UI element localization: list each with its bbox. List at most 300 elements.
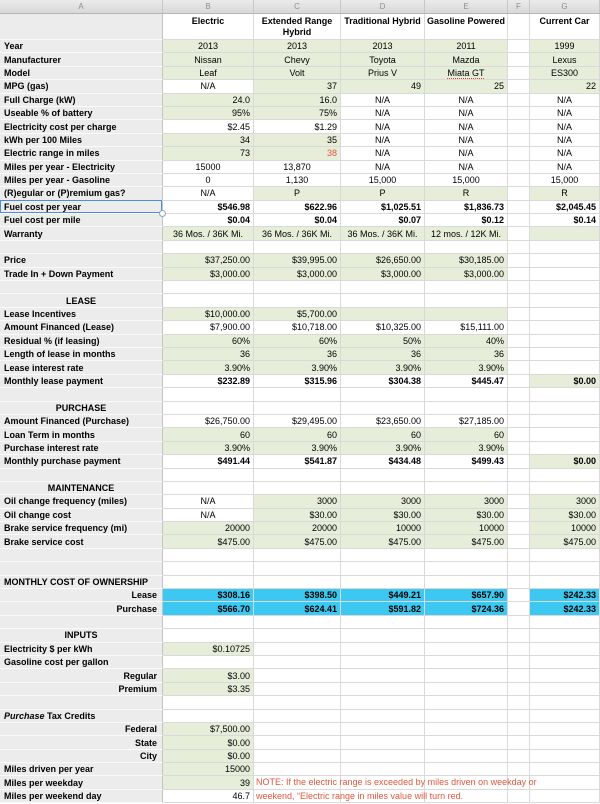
row-label-cell[interactable]: Brake service frequency (mi) (0, 522, 163, 535)
cell[interactable]: $5,700.00 (254, 308, 341, 321)
cell[interactable] (425, 750, 508, 763)
row-label-cell[interactable]: Premium (0, 683, 163, 696)
row-label-cell[interactable]: Year (0, 40, 163, 53)
row-label-cell[interactable] (0, 562, 163, 575)
cell[interactable] (341, 723, 425, 736)
cell[interactable]: $315.96 (254, 375, 341, 388)
cell[interactable]: 15000 (163, 161, 254, 174)
cell[interactable]: 10000 (530, 522, 600, 535)
cell[interactable]: Volt (254, 67, 341, 80)
row-label-cell[interactable]: Monthly lease payment (0, 375, 163, 388)
cell[interactable]: 73 (163, 147, 254, 160)
cell[interactable] (341, 388, 425, 401)
cell[interactable] (425, 562, 508, 575)
cell[interactable]: 36 Mos. / 36K Mi. (163, 227, 254, 240)
cell[interactable]: $1,836.73 (425, 201, 508, 214)
cell[interactable] (508, 94, 530, 107)
cell[interactable] (530, 723, 600, 736)
cell[interactable] (530, 629, 600, 642)
cell[interactable]: $434.48 (341, 455, 425, 468)
cell[interactable]: $0.14 (530, 214, 600, 227)
cell[interactable] (508, 549, 530, 562)
cell-title-G[interactable]: Current Car (530, 14, 600, 40)
row-label-cell[interactable]: LEASE (0, 294, 163, 307)
cell[interactable]: 60 (341, 428, 425, 441)
cell[interactable]: $591.82 (341, 602, 425, 615)
cell[interactable]: $491.44 (163, 455, 254, 468)
cell[interactable] (530, 683, 600, 696)
cell[interactable] (254, 736, 341, 749)
cell[interactable]: $242.33 (530, 602, 600, 615)
cell[interactable]: 15,000 (530, 174, 600, 187)
cell[interactable]: $3,000.00 (341, 268, 425, 281)
cell[interactable] (530, 308, 600, 321)
cell[interactable]: Mazda (425, 53, 508, 66)
cell[interactable] (508, 522, 530, 535)
cell[interactable] (508, 161, 530, 174)
cell[interactable] (254, 402, 341, 415)
cell[interactable] (163, 388, 254, 401)
cell[interactable]: $0.00 (530, 375, 600, 388)
cell[interactable] (508, 736, 530, 749)
cell[interactable] (508, 616, 530, 629)
cell[interactable]: 22 (530, 80, 600, 93)
cell[interactable] (530, 415, 600, 428)
row-label-cell[interactable]: MPG (gas) (0, 80, 163, 93)
cell-title-E[interactable]: Gasoline Powered (425, 14, 508, 40)
cell[interactable] (530, 254, 600, 267)
cell[interactable]: 39 (163, 776, 254, 789)
cell[interactable]: $30.00 (425, 509, 508, 522)
cell[interactable]: N/A (341, 94, 425, 107)
row-label-cell[interactable]: Model (0, 67, 163, 80)
cell[interactable]: $2,045.45 (530, 201, 600, 214)
row-label-cell[interactable]: Federal (0, 723, 163, 736)
cell[interactable]: 24.0 (163, 94, 254, 107)
row-label-cell[interactable]: Full Charge (kW) (0, 94, 163, 107)
row-label-cell[interactable]: Amount Financed (Lease) (0, 321, 163, 334)
cell[interactable] (508, 348, 530, 361)
cell[interactable]: N/A (530, 94, 600, 107)
cell[interactable] (425, 723, 508, 736)
cell[interactable] (530, 616, 600, 629)
cell[interactable]: N/A (530, 120, 600, 133)
cell[interactable] (508, 375, 530, 388)
cell[interactable] (530, 361, 600, 374)
cell[interactable] (425, 281, 508, 294)
cell[interactable] (508, 562, 530, 575)
cell[interactable] (254, 750, 341, 763)
cell[interactable]: N/A (425, 120, 508, 133)
cell[interactable] (254, 669, 341, 682)
cell[interactable]: Nissan (163, 53, 254, 66)
cell[interactable] (254, 576, 341, 589)
cell[interactable] (425, 241, 508, 254)
cell[interactable]: 3000 (254, 495, 341, 508)
cell[interactable]: R (425, 187, 508, 200)
row-label-cell[interactable]: Fuel cost per year (0, 201, 163, 214)
cell[interactable]: 3.90% (254, 361, 341, 374)
cell[interactable] (254, 482, 341, 495)
row-label-cell[interactable]: Lease Incentives (0, 308, 163, 321)
cell[interactable] (508, 428, 530, 441)
cell[interactable] (530, 482, 600, 495)
cell[interactable]: $232.89 (163, 375, 254, 388)
cell[interactable] (341, 308, 425, 321)
cell[interactable]: $0.10725 (163, 643, 254, 656)
cell[interactable] (254, 616, 341, 629)
cell[interactable]: $3.00 (163, 669, 254, 682)
row-label-cell[interactable]: Loan Term in months (0, 428, 163, 441)
row-label-cell[interactable] (0, 549, 163, 562)
cell[interactable]: $23,650.00 (341, 415, 425, 428)
cell[interactable] (530, 562, 600, 575)
cell[interactable] (341, 710, 425, 723)
cell[interactable]: $566.70 (163, 602, 254, 615)
row-label-cell[interactable]: Miles per weekend day (0, 790, 163, 803)
cell[interactable]: 60% (254, 335, 341, 348)
cell[interactable]: 60 (254, 428, 341, 441)
cell[interactable]: $475.00 (254, 535, 341, 548)
cell[interactable]: $475.00 (341, 535, 425, 548)
row-label-cell[interactable]: Fuel cost per mile (0, 214, 163, 227)
cell[interactable] (530, 241, 600, 254)
cell[interactable]: $15,111.00 (425, 321, 508, 334)
column-header-B[interactable]: B (163, 0, 254, 13)
row-label-cell[interactable] (0, 469, 163, 482)
cell[interactable]: $449.21 (341, 589, 425, 602)
cell[interactable] (425, 696, 508, 709)
cell[interactable]: 3.90% (254, 442, 341, 455)
cell[interactable]: $1.29 (254, 120, 341, 133)
cell[interactable] (341, 241, 425, 254)
cell[interactable] (508, 361, 530, 374)
cell-title-D[interactable]: Traditional Hybrid (341, 14, 425, 40)
cell[interactable]: 60 (163, 428, 254, 441)
column-header-A[interactable]: A (0, 0, 163, 13)
cell[interactable] (425, 294, 508, 307)
cell[interactable] (425, 710, 508, 723)
cell[interactable] (530, 776, 600, 789)
cell[interactable] (341, 469, 425, 482)
cell[interactable]: N/A (425, 161, 508, 174)
cell[interactable]: $30.00 (254, 509, 341, 522)
cell[interactable]: N/A (341, 161, 425, 174)
cell[interactable] (508, 80, 530, 93)
row-label-cell[interactable]: PURCHASE (0, 402, 163, 415)
cell[interactable]: 60% (163, 335, 254, 348)
cell[interactable] (530, 428, 600, 441)
cell[interactable]: $304.38 (341, 375, 425, 388)
row-label-cell[interactable]: Residual % (if leasing) (0, 335, 163, 348)
cell[interactable]: 36 (163, 348, 254, 361)
cell[interactable] (530, 227, 600, 240)
cell[interactable] (508, 656, 530, 669)
cell[interactable] (508, 763, 530, 776)
cell[interactable] (508, 509, 530, 522)
cell[interactable]: $39,995.00 (254, 254, 341, 267)
cell[interactable] (341, 549, 425, 562)
row-label-cell[interactable]: Electricity $ per kWh (0, 643, 163, 656)
row-label-cell[interactable]: Monthly purchase payment (0, 455, 163, 468)
cell[interactable] (425, 683, 508, 696)
cell[interactable] (254, 294, 341, 307)
cell[interactable]: 60 (425, 428, 508, 441)
row-label-cell[interactable]: Trade In + Down Payment (0, 268, 163, 281)
cell[interactable]: $27,185.00 (425, 415, 508, 428)
cell[interactable] (530, 335, 600, 348)
cell[interactable]: $7,500.00 (163, 723, 254, 736)
cell[interactable] (163, 281, 254, 294)
cell[interactable]: 20000 (163, 522, 254, 535)
cell[interactable]: $546.98 (163, 201, 254, 214)
row-label-cell[interactable]: kWh per 100 Miles (0, 134, 163, 147)
cell[interactable] (508, 53, 530, 66)
cell[interactable]: $30.00 (530, 509, 600, 522)
cell[interactable]: $26,650.00 (341, 254, 425, 267)
cell[interactable] (508, 750, 530, 763)
cell[interactable] (508, 120, 530, 133)
cell[interactable] (508, 294, 530, 307)
cell[interactable] (425, 629, 508, 642)
column-header-F[interactable]: F (508, 0, 530, 13)
cell[interactable]: N/A (425, 134, 508, 147)
cell[interactable]: 3000 (341, 495, 425, 508)
cell[interactable] (508, 710, 530, 723)
cell[interactable] (425, 669, 508, 682)
cell[interactable] (425, 656, 508, 669)
cell[interactable] (163, 576, 254, 589)
cell[interactable]: 36 (254, 348, 341, 361)
cell[interactable] (341, 562, 425, 575)
cell[interactable]: N/A (425, 94, 508, 107)
cell[interactable] (530, 268, 600, 281)
cell[interactable]: 10000 (425, 522, 508, 535)
cell[interactable] (508, 134, 530, 147)
cell[interactable] (530, 402, 600, 415)
row-label-cell[interactable]: Electricity cost per charge (0, 120, 163, 133)
cell[interactable] (508, 696, 530, 709)
cell[interactable] (530, 388, 600, 401)
row-label-cell[interactable]: City (0, 750, 163, 763)
row-label-cell[interactable]: Warranty (0, 227, 163, 240)
cell[interactable] (508, 214, 530, 227)
cell[interactable] (530, 469, 600, 482)
cell[interactable] (508, 469, 530, 482)
cell[interactable]: 25 (425, 80, 508, 93)
cell[interactable]: 3000 (425, 495, 508, 508)
column-header-G[interactable]: G (530, 0, 600, 13)
cell[interactable] (254, 683, 341, 696)
cell[interactable] (163, 482, 254, 495)
cell[interactable] (425, 67, 508, 80)
row-label-cell[interactable]: Purchase (0, 602, 163, 615)
cell[interactable]: $10,718.00 (254, 321, 341, 334)
cell[interactable]: 3.90% (163, 442, 254, 455)
cell[interactable] (425, 643, 508, 656)
row-label-cell[interactable]: Brake service cost (0, 535, 163, 548)
cell[interactable]: 37 (254, 80, 341, 93)
cell[interactable] (425, 616, 508, 629)
row-label-cell[interactable]: Amount Financed (Purchase) (0, 415, 163, 428)
cell[interactable] (163, 469, 254, 482)
cell[interactable] (508, 482, 530, 495)
cell[interactable]: N/A (163, 80, 254, 93)
cell[interactable] (163, 549, 254, 562)
cell[interactable]: 3.90% (425, 442, 508, 455)
cell[interactable] (508, 268, 530, 281)
cell[interactable] (530, 576, 600, 589)
cell[interactable] (530, 321, 600, 334)
cell[interactable] (163, 710, 254, 723)
cell[interactable] (508, 321, 530, 334)
cell[interactable]: $475.00 (163, 535, 254, 548)
cell[interactable] (508, 107, 530, 120)
row-label-cell[interactable]: Manufacturer (0, 53, 163, 66)
cell[interactable]: 16.0 (254, 94, 341, 107)
cell[interactable] (508, 589, 530, 602)
cell[interactable] (508, 415, 530, 428)
cell[interactable] (508, 254, 530, 267)
cell[interactable] (163, 402, 254, 415)
cell[interactable] (508, 669, 530, 682)
cell[interactable]: $3.35 (163, 683, 254, 696)
cell[interactable]: 36 Mos. / 36K Mi. (254, 227, 341, 240)
cell[interactable]: $0.04 (254, 214, 341, 227)
cell[interactable] (254, 629, 341, 642)
cell[interactable]: $3,000.00 (163, 268, 254, 281)
cell[interactable]: 38 (254, 147, 341, 160)
cell[interactable] (508, 308, 530, 321)
cell[interactable] (508, 495, 530, 508)
cell[interactable] (508, 683, 530, 696)
row-label-cell[interactable]: Lease (0, 589, 163, 602)
column-header-C[interactable]: C (254, 0, 341, 13)
row-label-cell[interactable]: Useable % of battery (0, 107, 163, 120)
cell[interactable] (508, 790, 530, 803)
cell[interactable] (530, 294, 600, 307)
cell[interactable]: 20000 (254, 522, 341, 535)
cell[interactable]: $541.87 (254, 455, 341, 468)
row-label-cell[interactable]: Oil change cost (0, 509, 163, 522)
row-label-cell[interactable] (0, 14, 163, 40)
cell[interactable]: Toyota (341, 53, 425, 66)
cell[interactable] (425, 402, 508, 415)
cell[interactable]: 95% (163, 107, 254, 120)
row-label-cell[interactable]: State (0, 736, 163, 749)
cell[interactable] (163, 629, 254, 642)
row-label-cell[interactable]: MONTHLY COST OF OWNERSHIP (0, 576, 163, 589)
cell[interactable] (254, 643, 341, 656)
column-header-D[interactable]: D (341, 0, 425, 13)
cell[interactable] (341, 683, 425, 696)
cell[interactable]: N/A (163, 509, 254, 522)
cell[interactable]: 2013 (341, 40, 425, 53)
row-label-cell[interactable] (0, 241, 163, 254)
cell[interactable] (530, 643, 600, 656)
row-label-cell[interactable]: Purchase interest rate (0, 442, 163, 455)
cell[interactable] (530, 656, 600, 669)
cell[interactable] (530, 696, 600, 709)
cell[interactable] (508, 602, 530, 615)
cell[interactable] (508, 147, 530, 160)
cell[interactable] (254, 469, 341, 482)
row-label-cell[interactable]: Miles per weekday (0, 776, 163, 789)
cell[interactable] (341, 294, 425, 307)
cell[interactable]: $3,000.00 (254, 268, 341, 281)
cell[interactable]: $657.90 (425, 589, 508, 602)
row-label-cell[interactable]: Regular (0, 669, 163, 682)
row-label-cell[interactable]: Oil change frequency (miles) (0, 495, 163, 508)
cell[interactable]: $0.00 (163, 750, 254, 763)
cell[interactable]: N/A (425, 147, 508, 160)
row-label-cell[interactable] (0, 388, 163, 401)
cell[interactable] (530, 669, 600, 682)
cell[interactable]: 75% (254, 107, 341, 120)
row-label-cell[interactable]: Miles per year - Gasoline (0, 174, 163, 187)
cell[interactable]: Lexus (530, 53, 600, 66)
cell[interactable]: $724.36 (425, 602, 508, 615)
cell[interactable] (508, 535, 530, 548)
cell[interactable] (508, 241, 530, 254)
cell[interactable]: 3.90% (425, 361, 508, 374)
cell[interactable]: 1999 (530, 40, 600, 53)
cell[interactable]: Prius V (341, 67, 425, 80)
cell[interactable] (341, 763, 425, 776)
cell[interactable]: N/A (530, 107, 600, 120)
cell[interactable]: 36 (341, 348, 425, 361)
cell[interactable]: $475.00 (530, 535, 600, 548)
cell[interactable] (254, 388, 341, 401)
cell[interactable] (508, 723, 530, 736)
cell[interactable] (163, 616, 254, 629)
cell[interactable]: 2013 (254, 40, 341, 53)
cell[interactable]: $29,495.00 (254, 415, 341, 428)
cell[interactable] (508, 576, 530, 589)
cell[interactable] (341, 696, 425, 709)
row-label-cell[interactable]: Miles per year - Electricity (0, 161, 163, 174)
cell[interactable] (163, 294, 254, 307)
cell[interactable]: 15000 (163, 763, 254, 776)
cell[interactable] (425, 763, 508, 776)
cell[interactable] (508, 40, 530, 53)
cell[interactable] (163, 696, 254, 709)
cell[interactable] (425, 576, 508, 589)
cell[interactable] (530, 790, 600, 803)
column-header-E[interactable]: E (425, 0, 508, 13)
cell[interactable] (508, 335, 530, 348)
cell[interactable] (341, 482, 425, 495)
cell[interactable]: 36 Mos. / 36K Mi. (341, 227, 425, 240)
cell[interactable] (425, 388, 508, 401)
row-label-cell[interactable]: Lease interest rate (0, 361, 163, 374)
cell[interactable]: 36 (425, 348, 508, 361)
cell[interactable] (530, 710, 600, 723)
cell[interactable]: 15,000 (425, 174, 508, 187)
cell-title-F[interactable] (508, 14, 530, 40)
cell[interactable]: P (341, 187, 425, 200)
cell[interactable] (508, 201, 530, 214)
row-label-cell[interactable]: MAINTENANCE (0, 482, 163, 495)
cell[interactable]: N/A (425, 107, 508, 120)
cell[interactable]: 2013 (163, 40, 254, 53)
row-label-cell[interactable]: (R)egular or (P)remium gas? (0, 187, 163, 200)
cell[interactable]: $475.00 (425, 535, 508, 548)
cell[interactable] (341, 669, 425, 682)
cell[interactable] (254, 790, 464, 803)
cell[interactable] (425, 549, 508, 562)
cell[interactable]: N/A (341, 134, 425, 147)
